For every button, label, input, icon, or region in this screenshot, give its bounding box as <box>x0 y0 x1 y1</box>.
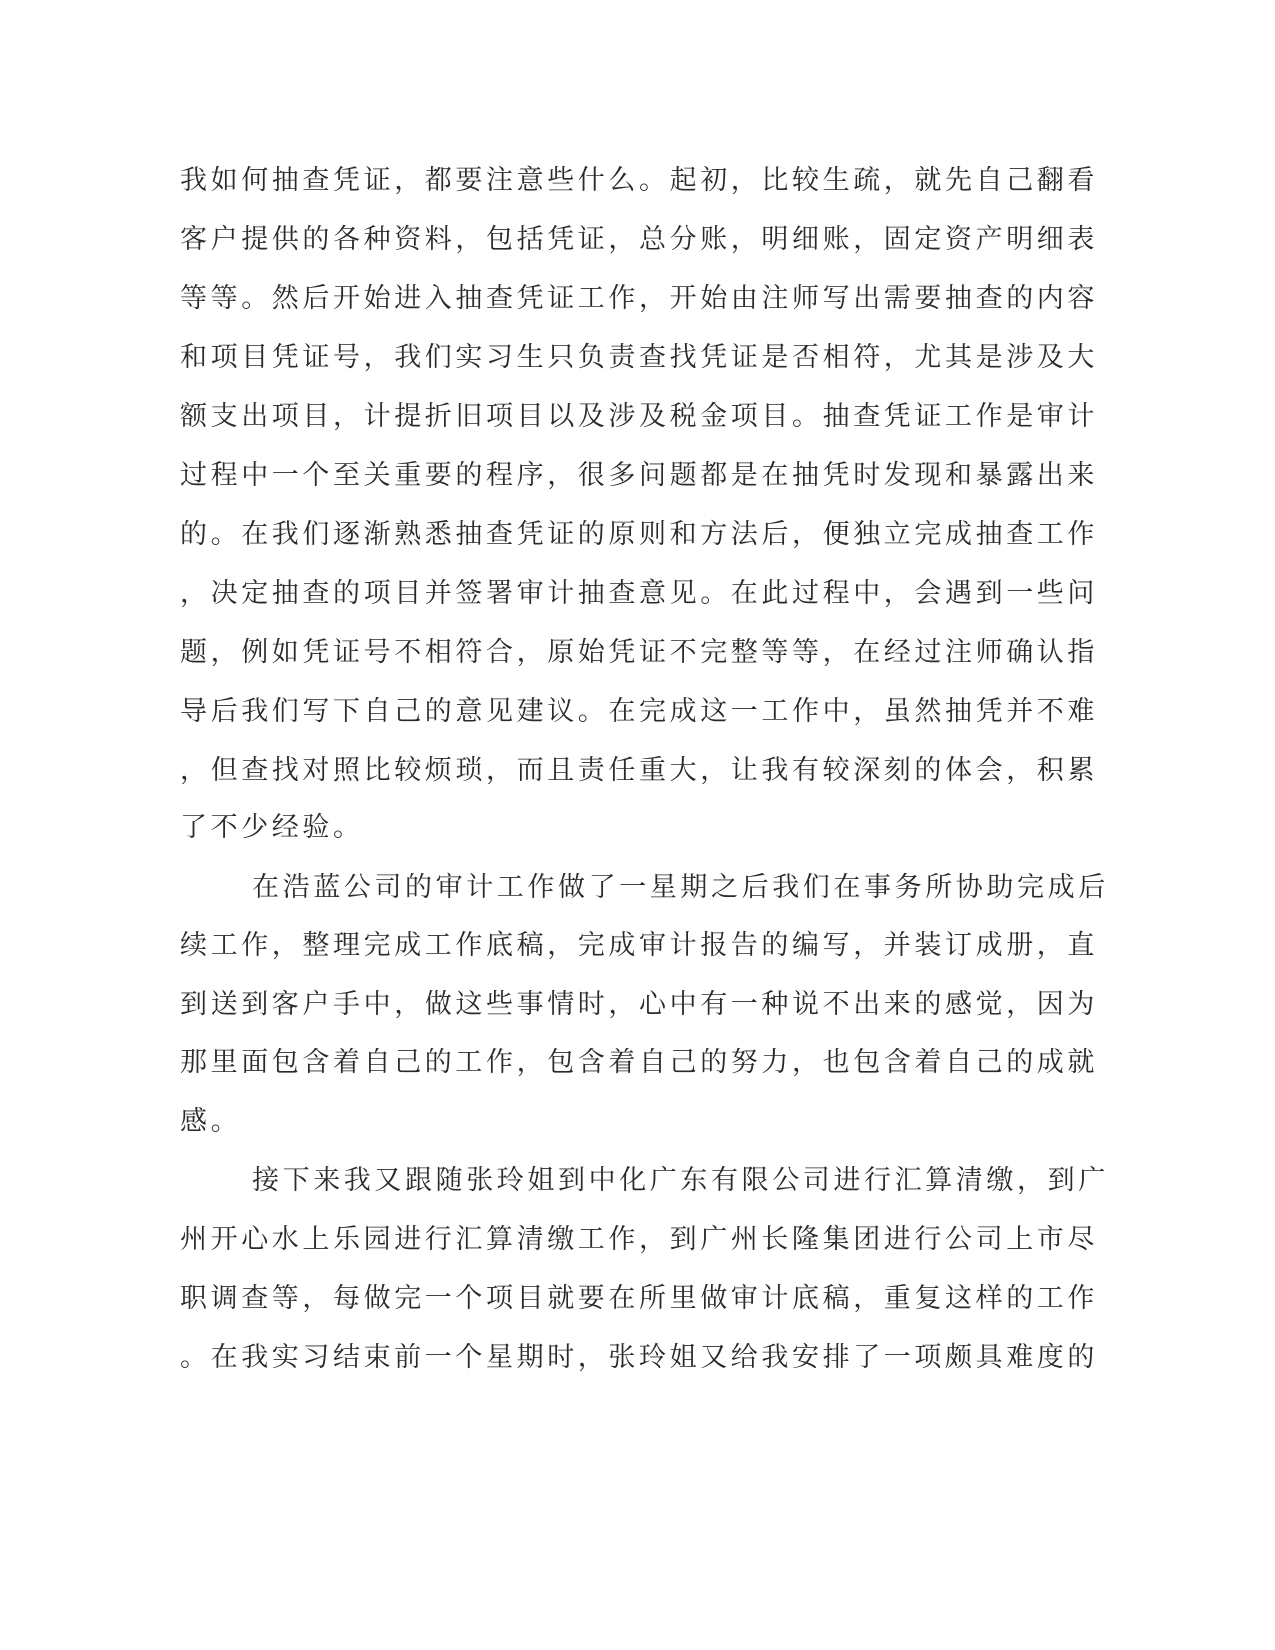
text-line: 我如何抽查凭证，都要注意些什么。起初，比较生疏，就先自己翻看 <box>180 165 1098 196</box>
text-line: 续工作，整理完成工作底稿，完成审计报告的编写，并装订成册，直 <box>180 930 1098 961</box>
text-line: 那里面包含着自己的工作，包含着自己的努力，也包含着自己的成就 <box>180 1047 1098 1078</box>
text-line: 过程中一个至关重要的程序，很多问题都是在抽凭时发现和暴露出来 <box>180 460 1098 491</box>
text-line: ，决定抽查的项目并签署审计抽查意见。在此过程中，会遇到一些问 <box>180 578 1098 609</box>
text-line: 感。 <box>180 1106 242 1137</box>
text-line: 题，例如凭证号不相符合，原始凭证不完整等等，在经过注师确认指 <box>180 637 1098 668</box>
text-line: 和项目凭证号，我们实习生只负责查找凭证是否相符，尤其是涉及大 <box>180 342 1098 373</box>
text-line: 到送到客户手中，做这些事情时，心中有一种说不出来的感觉，因为 <box>180 989 1098 1020</box>
paragraph-first-line: 在浩蓝公司的审计工作做了一星期之后我们在事务所协助完成后 <box>252 872 1109 903</box>
text-line: 客户提供的各种资料，包括凭证，总分账，明细账，固定资产明细表 <box>180 224 1098 255</box>
text-line: 职调查等，每做完一个项目就要在所里做审计底稿，重复这样的工作 <box>180 1283 1098 1314</box>
text-line: 州开心水上乐园进行汇算清缴工作，到广州长隆集团进行公司上市尽 <box>180 1224 1098 1255</box>
text-line: 额支出项目，计提折旧项目以及涉及税金项目。抽查凭证工作是审计 <box>180 401 1098 432</box>
text-line: 。在我实习结束前一个星期时，张玲姐又给我安排了一项颇具难度的 <box>180 1342 1098 1373</box>
text-line: 的。在我们逐渐熟悉抽查凭证的原则和方法后，便独立完成抽查工作 <box>180 519 1098 550</box>
text-line: 导后我们写下自己的意见建议。在完成这一工作中，虽然抽凭并不难 <box>180 696 1098 727</box>
text-line: 了不少经验。 <box>180 812 364 843</box>
paragraph-first-line: 接下来我又跟随张玲姐到中化广东有限公司进行汇算清缴，到广 <box>252 1165 1109 1196</box>
text-line: 等等。然后开始进入抽查凭证工作，开始由注师写出需要抽查的内容 <box>180 283 1098 314</box>
text-line: ，但查找对照比较烦琐，而且责任重大，让我有较深刻的体会，积累 <box>180 755 1098 786</box>
